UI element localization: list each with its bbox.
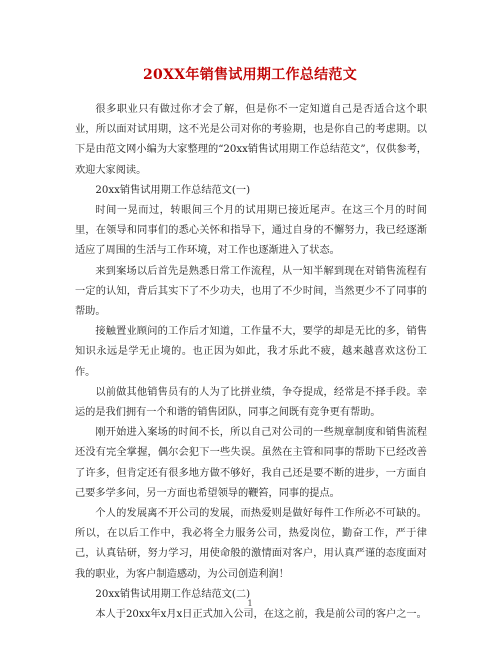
section-heading-1: 20xx销售试用期工作总结范文(一) xyxy=(95,184,251,196)
body-paragraph: 接触置业顾问的工作后才知道，工作量不大，要学的却是无比的多，销售知识永远是学无止境的。也正因为如此，我才乐此不疲，越来越喜欢这份工作。 xyxy=(75,326,427,378)
body-paragraph: 本人于20xx年x月x日正式加入公司，在这之前，我是前公司的客户之一。 xyxy=(95,609,427,621)
body-paragraph: 个人的发展离不开公司的发展，而热爱则是做好每件工作所必不可缺的。所以，在以后工作中，我必将全力服务公司，热爱岗位，勤奋工作，严于律己，认真钻研，努力学习，用使命般的激情面对客户，用认真严谨的态度面对我的职业，为客户制造感动，为公司创造利润！ xyxy=(75,508,427,580)
body-paragraph: 时间一晃而过，转眼间三个月的试用期已接近尾声。在这三个月的时间里，在领导和同事们的悉心关怀和指导下，通过自身的不懈努力，我已经逐渐适应了周围的生活与工作环境，对工作也逐渐进入了状态。 xyxy=(75,205,427,257)
page-number: 1 xyxy=(247,599,253,608)
section-heading-2: 20xx销售试用期工作总结范文(二) xyxy=(95,588,251,600)
body-paragraph: 来到案场以后首先是熟悉日常工作流程，从一知半解到现在对销售流程有一定的认知，背后其实下了不少功夫，也用了不少时间，当然更少不了同事的帮助。 xyxy=(75,265,427,318)
body-paragraph: 以前做其他销售员有的人为了比拼业绩，争夺提成，经常是不择手段。幸运的是我们拥有一个和谐的销售团队，同事之间既有竞争更有帮助。 xyxy=(75,386,427,419)
document-body xyxy=(75,100,427,625)
body-paragraph: 刚开始进入案场的时间不长，所以自己对公司的一些规章制度和销售流程还没有完全掌握，偶尔会犯下一些失误。虽然在主管和同事的帮助下已经改善了许多，但肯定还有很多地方做不够好，我自己还是要不断的进步，一方面自己要多学多问，另一方面也希望领导的鞭笞，同事的提点。 xyxy=(75,427,427,499)
intro-paragraph: 很多职业只有做过你才会了解，但是你不一定知道自己是否适合这个职业，所以面对试用期，这不光是公司对你的考验期，也是你自己的考虑期。以下是由范文网小编为大家整理的“20xx销售试用期工作总结范文”，仅供参考，欢迎大家阅读。 xyxy=(75,104,427,176)
document-title: 20XX年销售试用期工作总结范文 xyxy=(142,67,357,83)
